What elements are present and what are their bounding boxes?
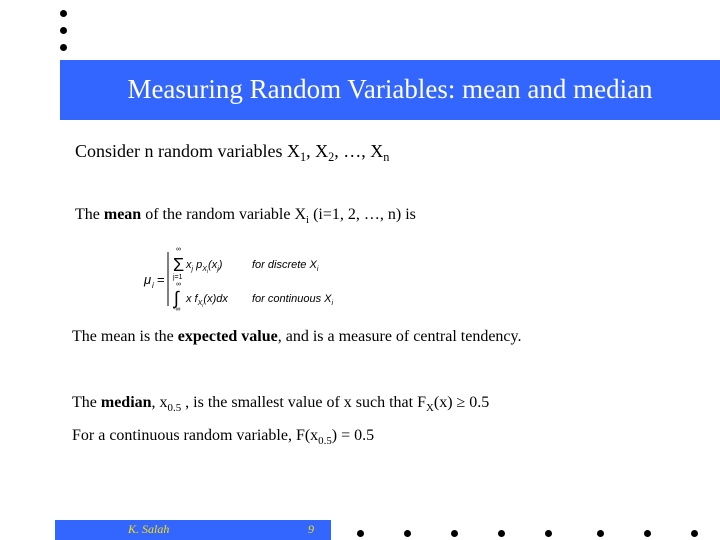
subscript: 2 [328, 150, 335, 164]
text: The [72, 394, 101, 411]
subscript: i [306, 214, 310, 226]
text: , …, X [334, 141, 384, 161]
equals-sign: = [157, 272, 165, 287]
text: , and is a measure of central tendency. [277, 328, 522, 345]
sum-top: ∞ [176, 246, 181, 253]
continuous-median-line [72, 427, 374, 447]
page-number: 9 [308, 522, 314, 536]
text: , is the smallest value of x such that F [181, 394, 426, 411]
subscript: 0.5 [318, 435, 332, 447]
text: of the random variable X [141, 206, 307, 223]
sum-bottom: j=1 [173, 274, 183, 281]
sum-sign: Σ [173, 255, 185, 275]
text: , X [306, 141, 329, 161]
subscript: n [383, 150, 390, 164]
expected-value-line [72, 328, 521, 346]
bold-term: mean [103, 206, 142, 223]
decor-dot [545, 530, 552, 537]
decor-dot [451, 530, 458, 537]
subscript: X [426, 402, 434, 414]
slide-title: Measuring Random Variables: mean and median [127, 74, 653, 104]
bold-term: expected value [177, 328, 278, 345]
decor-dot [404, 530, 411, 537]
footer-bar [55, 520, 331, 540]
text: ) = 0.5 [331, 427, 375, 444]
subscript: 0.5 [167, 402, 182, 414]
decor-dot [498, 530, 505, 537]
text: The [75, 206, 104, 223]
discrete-condition: for discrete $X_i$ [252, 259, 319, 273]
footer-author: K. Salah [128, 522, 170, 536]
decor-dot [60, 44, 67, 51]
discrete-term: $x_j$ $p_Xi(x_j)$ [186, 259, 223, 275]
formula-lhs: μ [144, 272, 152, 287]
mean-definition [75, 206, 416, 226]
text: (i=1, 2, …, n) is [309, 206, 416, 223]
median-definition [72, 394, 489, 414]
continuous-term: x $f_Xi(x)dx$ [186, 293, 228, 309]
text: Consider n random variables X [75, 141, 300, 161]
text: The mean is the [72, 328, 178, 345]
continuous-condition: for continuous $X_i$ [252, 293, 334, 307]
integral-sign: ∫ [174, 288, 179, 308]
consider-line [75, 141, 389, 165]
decor-dot [60, 27, 67, 34]
bold-term: median [100, 394, 152, 411]
decor-dot [357, 530, 364, 537]
int-bottom: -∞ [173, 306, 181, 313]
text: For a continuous random variable, F(x [72, 427, 319, 444]
formula-lhs-sub: i [152, 281, 154, 290]
title-bar [60, 60, 720, 120]
decor-dot [644, 530, 651, 537]
decor-dot [691, 530, 698, 537]
int-top: ∞ [176, 281, 181, 288]
decor-dot [597, 530, 604, 537]
subscript: 1 [299, 150, 307, 164]
text: , x [151, 394, 168, 411]
text: (x) ≥ 0.5 [433, 394, 490, 411]
mean-formula [140, 244, 370, 314]
decor-dot [60, 10, 67, 17]
